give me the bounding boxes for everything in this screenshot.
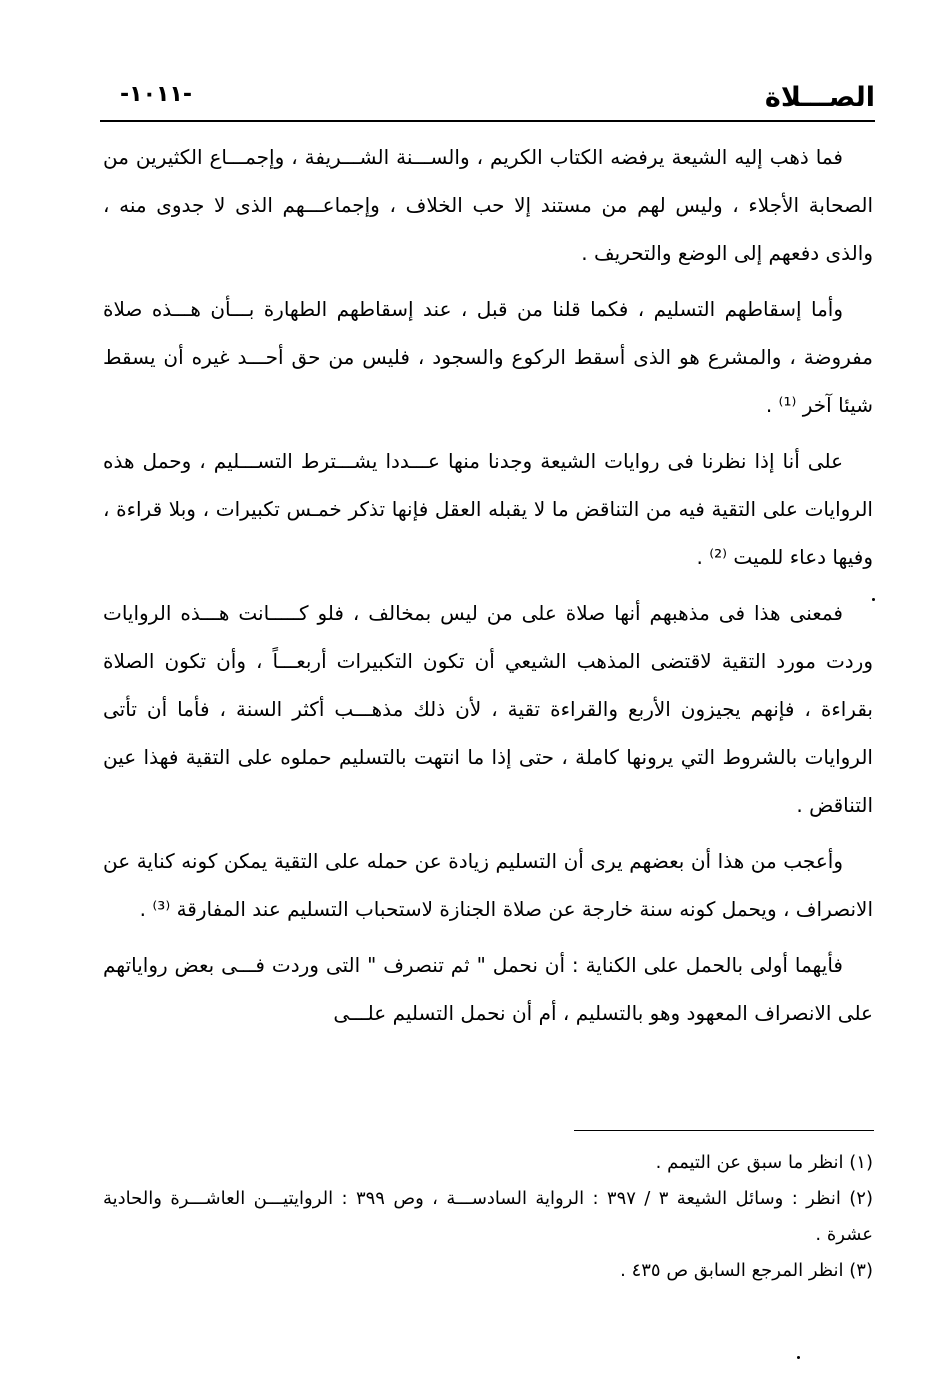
footnotes <box>103 1145 873 1289</box>
paragraph-5: وأعجب من هذا أن بعضهم يرى أن التسليم زيادة عن حمله على التقية يمكن كونه كناية عن الانصراف ، ويحمل كونه سنة خارجة عن صلاة الجنازة لاستحباب التسليم عند المفارقة ⁽³⁾ . <box>103 849 873 921</box>
chapter-title: الصـــلاة <box>764 82 875 113</box>
scan-speck <box>797 1356 800 1359</box>
paragraph-4: فمعنى هذا فى مذهبهم أنها صلاة على من ليس بمخالف ، فلو كـــــانت هـــذه الروايات وردت مورد التقية لاقتضى المذهب الشيعي أن تكون التكبيرات أربعـــاً ، وأن تكون الصلاة بقراءة ، فإنهم يجيزون الأربع والقراءة تقية ، لأن ذلك مذهـــب أكثر السنة ، فأما أن تأتى الروايات بالشروط التي يرونها كاملة ، حتى إذا ما انتهت بالتسليم حملوه على التقية فهذا عين التناقض . <box>103 601 873 817</box>
paragraph-1: فما ذهب إليه الشيعة يرفضه الكتاب الكريم ، والســـنة الشـــريفة ، وإجمـــاع الكثيرين من الصحابة الأجلاء ، وليس لهم من مستند إلا حب الخلاف ، وإجماعـــهم الذى لا جدوى منه ، والذى دفعهم إلى الوضع والتحريف . <box>103 145 873 265</box>
page-header <box>100 80 875 120</box>
footnote-2: (٢) انظر : وسائل الشيعة ٣ / ٣٩٧ : الرواية السادســـة ، وص ٣٩٩ : الروايتيـــن العاشـــرة والحادية عشرة . <box>103 1188 873 1245</box>
footnote-divider <box>574 1130 874 1131</box>
paragraph-2: وأما إسقاطهم التسليم ، فكما قلنا من قبل ، عند إسقاطهم الطهارة بـــأن هـــذه صلاة مفروضة ، والمشرع هو الذى أسقط الركوع والسجود ، فليس من حق أحـــد غيره أن يسقط شيئا آخر ⁽¹⁾ . <box>103 297 873 417</box>
scan-speck <box>872 598 875 601</box>
page-number: -١٠١١- <box>120 82 192 107</box>
paragraph-6: فأيهما أولى بالحمل على الكناية : أن نحمل " ثم تنصرف " التى وردت فـــى بعض رواياتهم على الانصراف المعهود وهو بالتسليم ، أم أن نحمل التسليم علـــى <box>103 953 873 1025</box>
header-divider <box>100 120 875 122</box>
footnote-3: (٣) انظر المرجع السابق ص ٤٣٥ . <box>620 1260 873 1281</box>
main-text <box>103 133 873 1045</box>
paragraph-3: على أنا إذا نظرنا فى روايات الشيعة وجدنا منها عـــددا يشـــترط التســـليم ، وحمل هذه الروايات على التقية فيه من التناقض ما لا يقبله العقل فإنها تذكر خمـس تكبيرات ، وبلا قراءة ، وفيها دعاء للميت ⁽²⁾ . <box>103 449 873 569</box>
footnote-1: (١) انظر ما سبق عن التيمم . <box>655 1152 873 1173</box>
